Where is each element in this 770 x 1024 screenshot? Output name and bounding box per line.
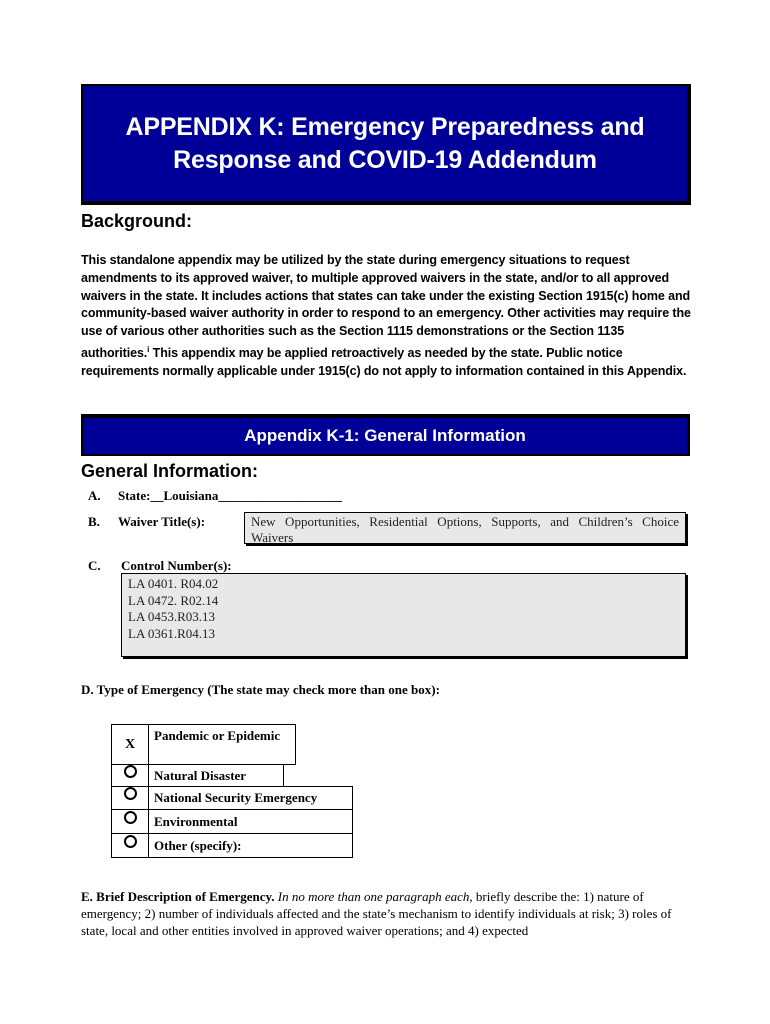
item-a-letter: A. bbox=[88, 488, 101, 503]
section-k1-bar: Appendix K-1: General Information bbox=[81, 414, 690, 456]
description-body: , briefly describe the: 1) nature of emergency; 2) number of individuals affected and the state’s mechanism to identify individuals at risk; 3) roles of state, local and other entities involved in approved waiver operations; and 4) expected bbox=[81, 889, 672, 938]
environmental-radio[interactable] bbox=[111, 809, 149, 834]
item-b-letter: B. bbox=[88, 514, 100, 529]
natural-disaster-radio[interactable] bbox=[111, 764, 149, 787]
national-security-label: National Security Emergency bbox=[148, 786, 353, 810]
natural-disaster-label: Natural Disaster bbox=[148, 764, 284, 787]
waiver-title-label: Waiver Title(s): bbox=[118, 514, 206, 529]
description-letter: E. bbox=[81, 889, 93, 904]
control-number-3: LA 0453.R03.13 bbox=[128, 609, 216, 624]
background-text-2: This appendix may be applied retroactively as needed by the state. Public notice requirements normally applicable under 1915(c) do not apply to information contained in this Appendix. bbox=[81, 346, 687, 378]
waiver-title-field[interactable]: New Opportunities, Residential Options, Supports, and Children’s Choice Waivers bbox=[244, 512, 686, 544]
background-text-1: This standalone appendix may be utilized by the state during emergency situations to request amendments to its approved waiver, to multiple approved waivers in the state, and/or to all approved waivers in the state. It includes actions that states can take under the existing Section 1915(c) home and community-based waiver authority in order to respond to an emergency. Other activities may require the use of various other authorities such as the Section 1115 demonstrations or the Section 1135 authorities. bbox=[81, 253, 691, 361]
title-line-1: APPENDIX K: Emergency Preparedness and bbox=[125, 112, 645, 141]
radio-icon bbox=[124, 787, 137, 800]
description-italic-text: In no more than one paragraph each bbox=[277, 889, 470, 904]
control-number-label: Control Number(s): bbox=[121, 558, 232, 573]
other-label: Other (specify): bbox=[148, 833, 353, 858]
footnote-mark[interactable]: i bbox=[147, 344, 150, 354]
state-field: State:__Louisiana___________________ bbox=[118, 488, 342, 503]
control-number-2: LA 0472. R02.14 bbox=[128, 592, 219, 608]
pandemic-check-mark: X bbox=[124, 737, 136, 752]
background-paragraph bbox=[81, 252, 691, 381]
general-info-heading: General Information: bbox=[81, 461, 259, 481]
appendix-title-banner bbox=[81, 84, 691, 205]
item-c-letter: C. bbox=[88, 558, 101, 573]
pandemic-label: Pandemic or Epidemic bbox=[148, 724, 296, 765]
control-number-1: LA 0401. R04.02 bbox=[128, 576, 219, 591]
emergency-type-heading: D. Type of Emergency (The state may check more than one box): bbox=[81, 682, 440, 697]
environmental-label: Environmental bbox=[148, 809, 353, 834]
background-heading: Background: bbox=[81, 211, 193, 231]
radio-icon bbox=[124, 765, 137, 778]
radio-icon bbox=[124, 811, 137, 824]
radio-icon bbox=[124, 835, 137, 848]
control-number-4: LA 0361.R04.13 bbox=[128, 625, 216, 641]
pandemic-checkbox[interactable] bbox=[111, 724, 149, 765]
title-line-2: Response and COVID-19 Addendum bbox=[173, 145, 597, 174]
national-security-radio[interactable] bbox=[111, 786, 149, 810]
description-bold-label: Brief Description of Emergency. bbox=[96, 889, 275, 904]
control-number-field[interactable] bbox=[121, 573, 686, 657]
other-radio[interactable] bbox=[111, 833, 149, 858]
description-paragraph bbox=[81, 888, 691, 939]
